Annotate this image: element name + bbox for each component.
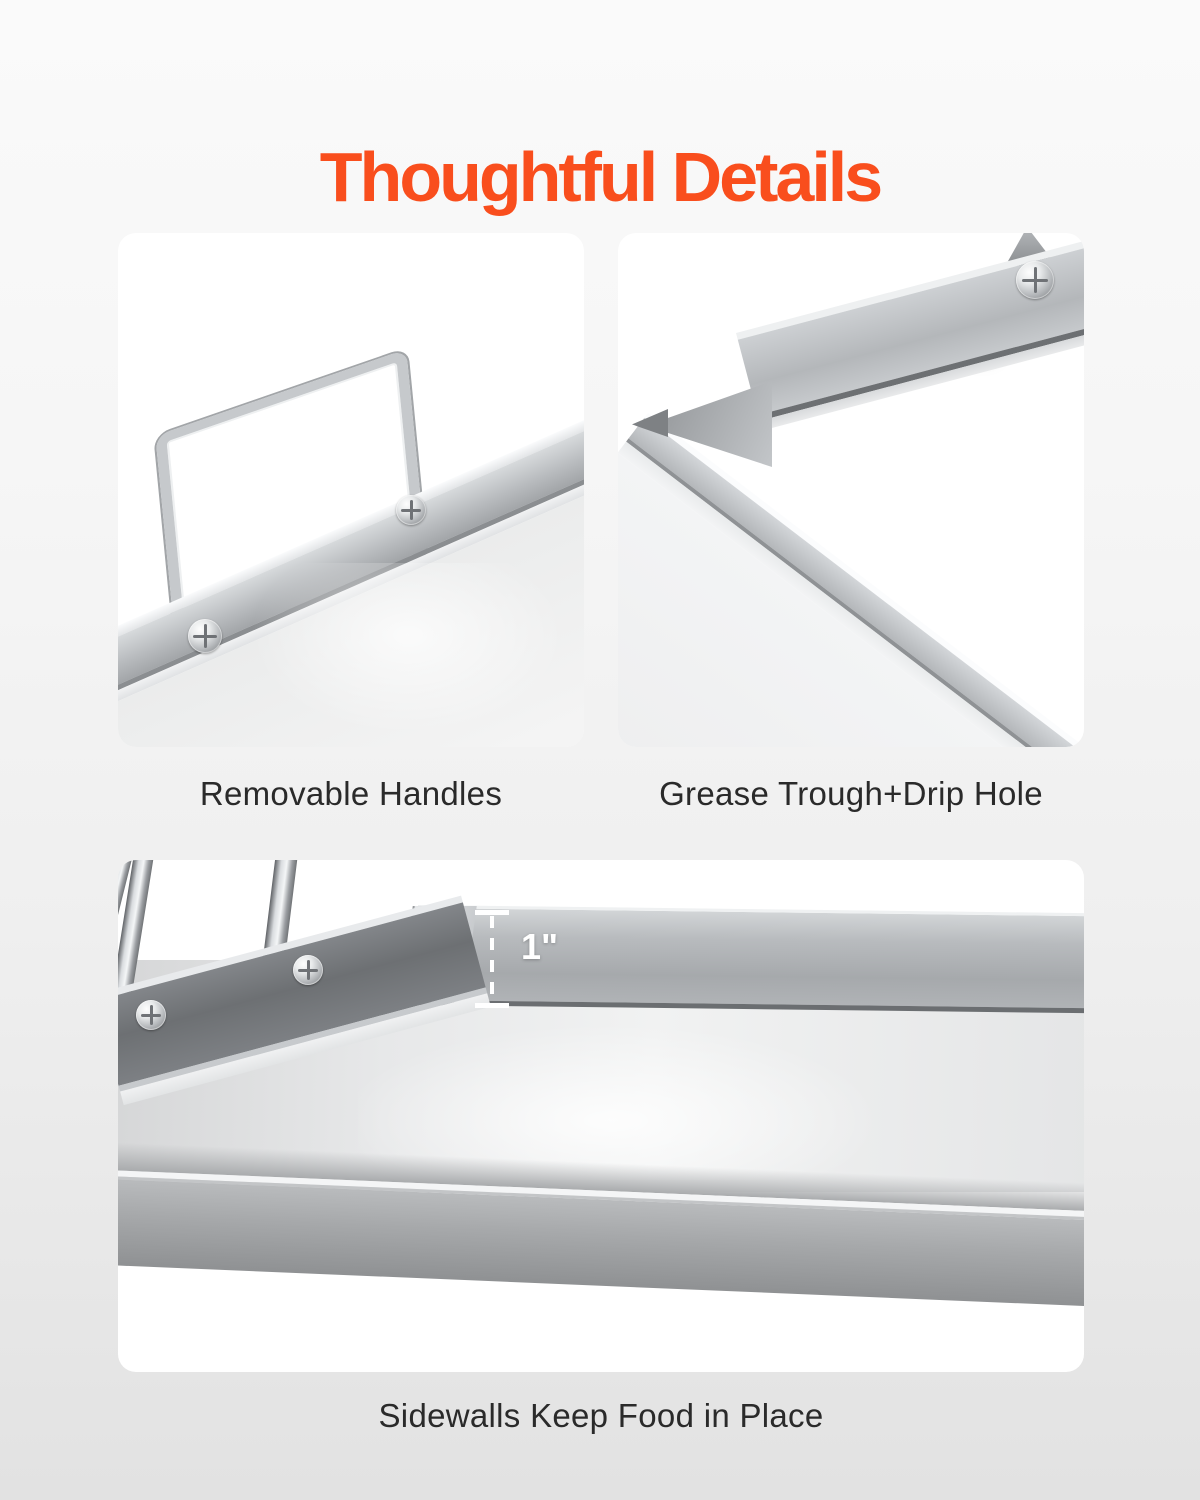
caption-removable-handles: Removable Handles	[199, 775, 503, 812]
screw-detail	[188, 619, 222, 653]
screw-detail	[396, 495, 426, 525]
feature-card-removable-handles	[118, 233, 584, 747]
caption-grease-trough: Grease Trough+Drip Hole	[659, 775, 1043, 812]
measure-dashed-line	[490, 916, 494, 1002]
height-measurement	[475, 910, 605, 1010]
feature-card-grease-trough	[618, 233, 1084, 747]
feature-card-sidewalls	[118, 860, 1084, 1372]
screw-detail	[293, 955, 323, 985]
screw-detail	[1016, 261, 1054, 299]
surface-reflection	[238, 563, 578, 743]
measure-label: 1"	[521, 926, 559, 967]
surface-reflection	[358, 1010, 918, 1180]
screw-detail	[136, 1000, 166, 1030]
measure-cap-bottom	[475, 1003, 509, 1008]
measure-cap-top	[475, 910, 509, 915]
caption-sidewalls: Sidewalls Keep Food in Place	[378, 1397, 824, 1434]
griddle-corner-surface-illustration	[618, 413, 1084, 747]
page-title: Thoughtful Details	[319, 137, 881, 216]
